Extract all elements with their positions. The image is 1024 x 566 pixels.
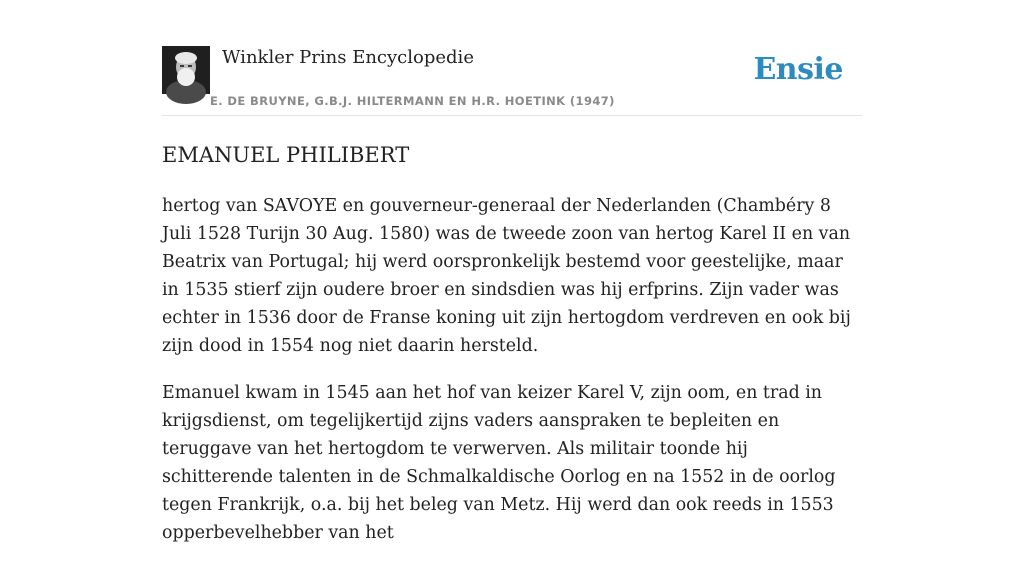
article-paragraph: hertog van SAVOYE en gouverneur-generaal der Nederlanden (Chambéry 8 Juli 1528 Turijn 30 Aug. 1580) was de tweede zoon van hertog Karel II en van Beatrix van Portugal; hij werd oorspronkelijk bestemd voor geestelijke, maar in 1535 stierf zijn oudere broer en sindsdien was hij erfprins. Zijn vader was echter in 1536 door de Franse koning uit zijn hertogdom verdreven en ook bij zijn dood in 1554 nog niet daarin hersteld. — [162, 196, 851, 356]
site-name[interactable]: Winkler Prins Encyclopedie — [222, 47, 474, 68]
brand-logo[interactable]: Ensie — [753, 52, 843, 87]
source-header — [162, 46, 862, 116]
author-byline: E. DE BRUYNE, G.B.J. HILTERMANN EN H.R. HOETINK (1947) — [210, 94, 615, 108]
article-title: EMANUEL PHILIBERT — [162, 143, 410, 167]
article-paragraph: Emanuel kwam in 1545 aan het hof van keizer Karel V, zijn oom, en trad in krijgsdienst, om tegelijkertijd zijns vaders aanspraken te bepleiten en teruggave van het hertogdom te verwerven. Als militair toonde hij schitterende talenten in de Schmalkaldische Oorlog en na 1552 in de oorlog tegen Frankrijk, o.a. bij het beleg van Metz. Hij werd dan ook reeds in 1553 opperbevelhebber van het — [162, 383, 836, 543]
author-portrait-icon — [162, 46, 210, 94]
article-body — [162, 192, 862, 566]
